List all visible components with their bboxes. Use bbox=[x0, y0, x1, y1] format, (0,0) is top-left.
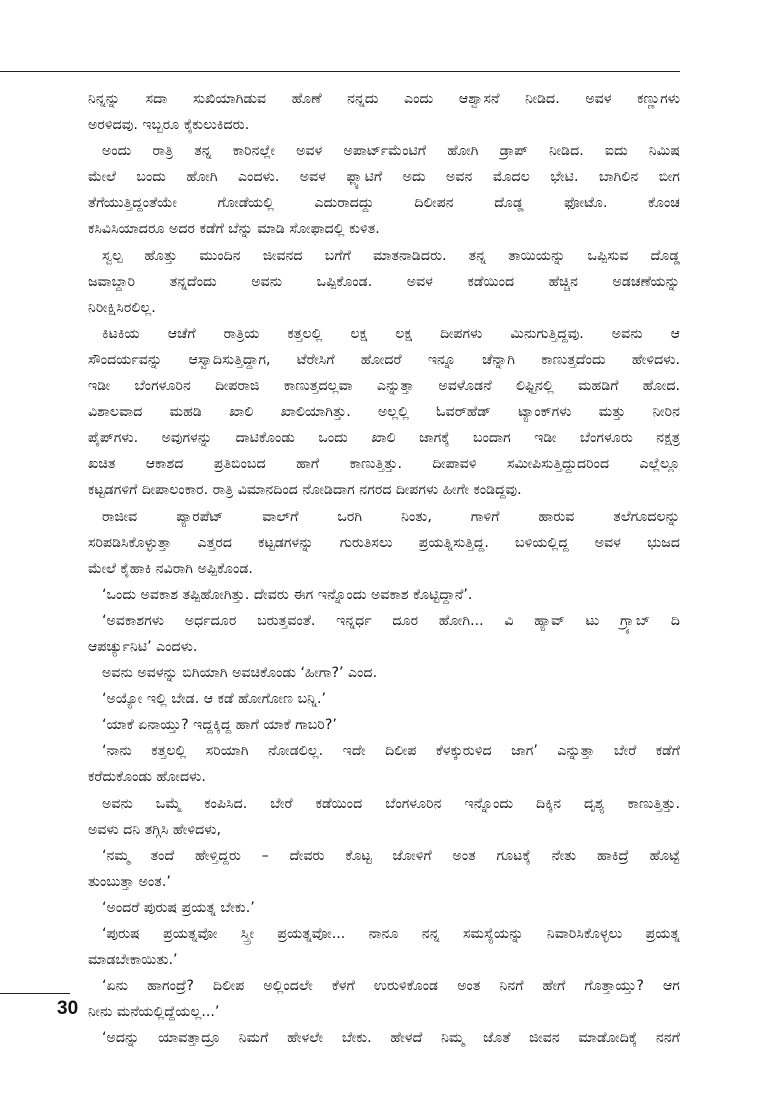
text-line: ಅಂದು ರಾತ್ರಿ ತನ್ನ ಕಾರಿನಲ್ಲೇ ಅವಳ ಅಪಾರ್ಟ್‌ಮೆಂಟಿಗೆ ಹೋಗಿ ಡ್ರಾಪ್ ನೀಡಿದ. ಐದು ನಿಮಿಷ bbox=[102, 143, 680, 160]
text-line: ನೀನು ಮನೆಯಲ್ಲಿದ್ದೆಯಲ್ಲ...’ bbox=[88, 1004, 220, 1021]
text-line: ರಾಜೀವ ಪ್ಯಾರಪೆಟ್ ವಾಲ್‌ಗೆ ಒರಗಿ ನಿಂತು, ಗಾಳಿಗೆ ಹಾರುವ ತಲೆಗೂದಲನ್ನು bbox=[102, 508, 680, 525]
text-line: ಕಸಿವಿಸಿಯಾದರೂ ಅದರ ಕಡೆಗೆ ಬೆನ್ನು ಮಾಡಿ ಸೋಫಾದಲ್ಲಿ ಕುಳಿತ. bbox=[88, 221, 380, 238]
text-line: ‘ಒಂದು ಅವಕಾಶ ತಪ್ಪಿಹೋಗಿತ್ತು. ದೇವರು ಈಗ ಇನ್ನೊಂದು ಅವಕಾಶ ಕೊಟ್ಟಿದ್ದಾನೆ’. bbox=[102, 586, 473, 603]
text-line: ಜವಾಬ್ದಾರಿ ತನ್ನದೆಂದು ಅವನು ಒಪ್ಪಿಕೊಂಡ. ಅವಳ ಕಡೆಯಿಂದ ಹೆಚ್ಚಿನ ಅಡಚಣೆಯನ್ನು bbox=[88, 273, 680, 290]
text-line: ಅವನು ಅವಳನ್ನು ಬಿಗಿಯಾಗಿ ಅವಚಿಕೊಂಡು ‘ಹೀಗಾ?’ ಎಂದ. bbox=[102, 665, 378, 682]
text-line: ಖಚಿತ ಆಕಾಶದ ಪ್ರತಿಬಿಂಬದ ಹಾಗೆ ಕಾಣುತ್ತಿತ್ತು. ದೀಪಾವಳಿ ಸಮೀಪಿಸುತ್ತಿದ್ದುದರಿಂದ ಎಲ್ಲೆಲ್ಲೂ bbox=[88, 456, 680, 473]
header-rule bbox=[0, 71, 680, 72]
text-line: ಅರಳಿದವು. ಇಬ್ಬರೂ ಕೈಕುಲುಕಿದರು. bbox=[88, 117, 250, 134]
text-line: ‘ಏನು ಹಾಗಂದ್ರೆ? ದಿಲೀಪ ಅಲ್ಲಿಂದಲೇ ಕೆಳಗೆ ಉರುಳಿಕೊಂಡ ಅಂತ ನಿನಗೆ ಹೇಗೆ ಗೊತ್ತಾಯ್ತು? ಆಗ bbox=[102, 978, 680, 995]
text-line: ಸ್ವಲ್ಪ ಹೊತ್ತು ಮುಂದಿನ ಜೀವನದ ಬಗೆಗೆ ಮಾತನಾಡಿದರು. ತನ್ನ ತಾಯಿಯನ್ನು ಒಪ್ಪಿಸುವ ದೊಡ್ಡ bbox=[102, 247, 680, 264]
text-line: ಸೌಂದರ್ಯವನ್ನು ಆಸ್ವಾದಿಸುತ್ತಿದ್ದಾಗ, ಟೆರೇಸಿಗೆ ಹೋದರೆ ಇನ್ನೂ ಚೆನ್ನಾಗಿ ಕಾಣುತ್ತದೆಂದು ಹೇಳಿದಳು. bbox=[88, 351, 680, 368]
text-line: ಕಿಟಕಿಯ ಆಚೆಗೆ ರಾತ್ರಿಯ ಕತ್ತಲಲ್ಲಿ ಲಕ್ಷ ಲಕ್ಷ ದೀಪಗಳು ಮಿನುಗುತ್ತಿದ್ದವು. ಅವನು ಆ bbox=[102, 325, 680, 342]
text-line: ವಿಶಾಲವಾದ ಮಹಡಿ ಖಾಲಿ ಖಾಲಿಯಾಗಿತ್ತು. ಅಲ್ಲಲ್ಲಿ ಓವರ್‌ಹೆಡ್ ಟ್ಯಾಂಕ್‌ಗಳು ಮತ್ತು ನೀರಿನ bbox=[88, 404, 680, 421]
text-line: ‘ನಾನು ಕತ್ತಲಲ್ಲಿ ಸರಿಯಾಗಿ ನೋಡಲಿಲ್ಲ. ಇದೇ ದಿಲೀಪ ಕೆಳಕ್ಕುರುಳಿದ ಜಾಗ’ ಎನ್ನುತ್ತಾ ಬೇರೆ ಕಡೆಗೆ bbox=[102, 743, 680, 760]
text-line: ಸರಿಪಡಿಸಿಕೊಳ್ಳುತ್ತಾ ಎತ್ತರದ ಕಟ್ಟಡಗಳನ್ನು ಗುರುತಿಸಲು ಪ್ರಯತ್ನಿಸುತ್ತಿದ್ದ. ಬಳಿಯಲ್ಲಿದ್ದ ಅವಳ ಭುಜದ bbox=[88, 534, 680, 551]
text-line: ತೆಗೆಯುತ್ತಿದ್ದಂತೆಯೇ ಗೋಡೆಯಲ್ಲಿ ಎದುರಾದದ್ದು ದಿಲೀಪನ ದೊಡ್ಡ ಫೋಟೊ. ಕೊಂಚ bbox=[88, 195, 680, 212]
text-line: ‘ನಮ್ಮ ತಂದೆ ಹೇಳ್ತಿದ್ದರು – ದೇವರು ಕೊಟ್ಟ ಜೋಳಿಗೆ ಅಂತ ಗೂಟಕ್ಕೆ ನೇತು ಹಾಕಿದ್ರೆ ಹೊಟ್ಟೆ bbox=[102, 847, 680, 864]
page-body-text bbox=[88, 86, 680, 1051]
text-line: ಅವಳು ದನಿ ತಗ್ಗಿಸಿ ಹೇಳಿದಳು, bbox=[88, 821, 221, 838]
text-line: ಆಪರ್ಚ್ಯುನಿಟಿ’ ಎಂದಳು. bbox=[88, 638, 198, 655]
text-line: ಪೈಪ್‌ಗಳು. ಅವುಗಳನ್ನು ದಾಟಿಕೊಂಡು ಒಂದು ಖಾಲಿ ಜಾಗಕ್ಕೆ ಬಂದಾಗ ಇಡೀ ಬೆಂಗಳೂರು ನಕ್ಷತ್ರ bbox=[88, 430, 680, 447]
text-line: ಇಡೀ ಬೆಂಗಳೂರಿನ ದೀಪರಾಜಿ ಕಾಣುತ್ತದಲ್ಲವಾ ಎನ್ನುತ್ತಾ ಅವಳೊಡನೆ ಲಿಫ್ಟಿನಲ್ಲಿ ಮಹಡಿಗೆ ಹೋದ. bbox=[88, 378, 680, 395]
text-line: ‘ಅಯ್ಯೋ ಇಲ್ಲಿ ಬೇಡ. ಆ ಕಡೆ ಹೋಗೋಣ ಬನ್ನಿ.’ bbox=[102, 691, 327, 708]
text-line: ‘ಅವಕಾಶಗಳು ಅರ್ಧದೂರ ಬರುತ್ತವಂತೆ. ಇನ್ನರ್ಧ ದೂರ ಹೋಗಿ... ವಿ ಹ್ಯಾವ್ ಟು ಗ್ರ್ಯಾಬ್ ದಿ bbox=[102, 612, 680, 629]
text-line: ತುಂಬುತ್ತಾ ಅಂತ.’ bbox=[88, 873, 171, 890]
text-line: ಮಾಡಬೇಕಾಯಿತು.’ bbox=[88, 952, 178, 969]
text-line: ಮೇಲೆ ಬಂದು ಹೋಗಿ ಎಂದಳು. ಅವಳ ಫ್ಲ್ಯಾಟಿಗೆ ಅದು ಅವನ ಮೊದಲ ಭೇಟಿ. ಬಾಗಿಲಿನ ಬೀಗ bbox=[88, 169, 680, 186]
text-line: ಕರೆದುಕೊಂಡು ಹೋದಳು. bbox=[88, 769, 206, 786]
footer-rule bbox=[0, 993, 70, 994]
text-line: ನಿನ್ನನ್ನು ಸದಾ ಸುಖಿಯಾಗಿಡುವ ಹೊಣೆ ನನ್ನದು ಎಂದು ಆಶ್ವಾಸನೆ ನೀಡಿದ. ಅವಳ ಕಣ್ಣುಗಳು bbox=[88, 91, 680, 107]
text-line: ಕಟ್ಟಡಗಳಿಗೆ ದೀಪಾಲಂಕಾರ. ರಾತ್ರಿ ವಿಮಾನದಿಂದ ನೋಡಿದಾಗ ನಗರದ ದೀಪಗಳು ಹೀಗೇ ಕಂಡಿದ್ದವು. bbox=[88, 482, 522, 499]
text-line: ಅವನು ಒಮ್ಮೆ ಕಂಪಿಸಿದ. ಬೇರೆ ಕಡೆಯಿಂದ ಬೆಂಗಳೂರಿನ ಇನ್ನೊಂದು ದಿಕ್ಕಿನ ದೃಶ್ಯ ಕಾಣುತ್ತಿತ್ತು. bbox=[102, 795, 680, 812]
text-line: ‘ಅಂದರೆ ಪುರುಷ ಪ್ರಯತ್ನ ಬೇಕು.’ bbox=[102, 899, 255, 916]
text-line: ‘ಅದನ್ನು ಯಾವತ್ತಾದ್ರೂ ನಿಮಗೆ ಹೇಳಲೇ ಬೇಕು. ಹೇಳದೆ ನಿಮ್ಮ ಜೊತೆ ಜೀವನ ಮಾಡೋದಿಕ್ಕೆ ನನಗೆ bbox=[102, 1030, 680, 1047]
text-line: ನಿರೀಕ್ಷಿಸಿರಲಿಲ್ಲ. bbox=[88, 299, 156, 316]
text-line: ‘ಪುರುಷ ಪ್ರಯತ್ನವೋ ಸ್ತ್ರೀ ಪ್ರಯತ್ನವೋ... ನಾನೂ ನನ್ನ ಸಮಸ್ಯೆಯನ್ನು ನಿವಾರಿಸಿಕೊಳ್ಳಲು ಪ್ರಯತ್ನ bbox=[102, 926, 680, 942]
page-number: 30 bbox=[57, 998, 79, 1019]
text-line: ಮೇಲೆ ಕೈಹಾಕಿ ನವಿರಾಗಿ ಅಪ್ಪಿಕೊಂಡ. bbox=[88, 560, 253, 577]
text-line: ‘ಯಾಕೆ ಏನಾಯ್ತು? ಇದ್ದಕ್ಕಿದ್ದ ಹಾಗೆ ಯಾಕೆ ಗಾಬರಿ?’ bbox=[102, 717, 337, 734]
